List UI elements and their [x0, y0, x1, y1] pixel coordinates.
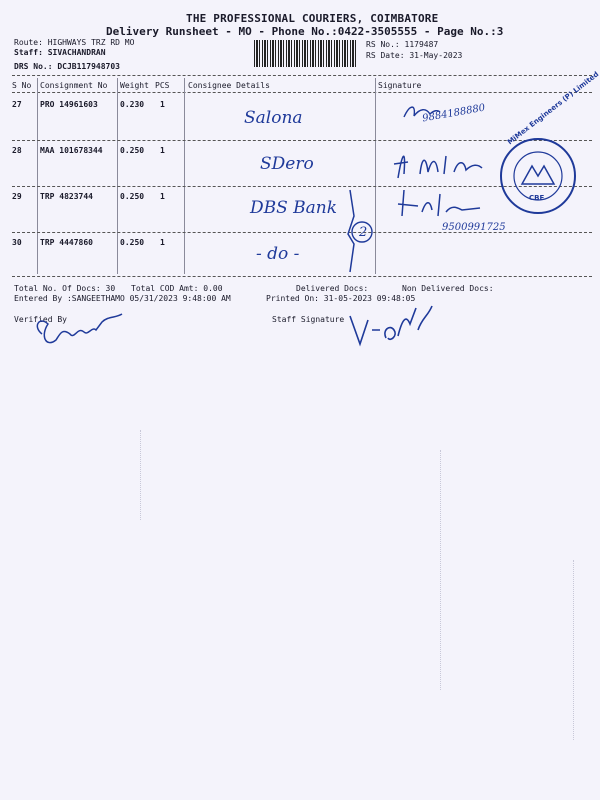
table-top-rule: [12, 75, 592, 76]
total-docs: Total No. Of Docs: 30: [14, 284, 116, 293]
printed-on: Printed On: 31-05-2023 09:48:05: [266, 294, 416, 303]
row-consignment: MAA 101678344: [40, 146, 103, 155]
row-sno: 27: [12, 100, 22, 109]
handwritten-consignee: Salona: [244, 108, 303, 128]
row-consignment: TRP 4447860: [40, 238, 93, 247]
verified-signature: [30, 304, 140, 354]
handwritten-consignee: SDero: [260, 154, 314, 174]
scan-artifact: [573, 560, 574, 740]
col-header-signature: Signature: [378, 81, 422, 90]
col-separator: [375, 78, 376, 274]
header-bottom-rule: [12, 92, 592, 93]
stamp-city: CBE: [529, 194, 545, 202]
handwritten-phone: 9500991725: [442, 222, 506, 233]
col-separator: [117, 78, 118, 274]
col-header-consignment: Consignment No: [40, 81, 108, 90]
handwritten-consignee: DBS Bank: [250, 198, 338, 218]
staff-signature-label: Staff Signature: [272, 315, 345, 324]
row-pcs: 1: [160, 192, 165, 201]
row-weight: 0.250: [120, 146, 145, 155]
verified-by-label: Verified By: [14, 315, 67, 324]
staff-signature: [346, 300, 436, 350]
total-cod: Total COD Amt: 0.00: [131, 284, 223, 293]
row-weight: 0.230: [120, 100, 145, 109]
table-bottom-rule: [12, 276, 592, 277]
rs-date: RS Date: 31-May-2023: [366, 51, 463, 60]
col-header-sno: S No: [12, 81, 32, 90]
runsheet-subtitle: Delivery Runsheet - MO - Phone No.:0422-3505555 - Page No.:3: [106, 25, 504, 38]
non-delivered-docs: Non Delivered Docs:: [402, 284, 494, 293]
row-weight: 0.250: [120, 192, 145, 201]
row-pcs: 1: [160, 146, 165, 155]
circled-count: 2: [359, 225, 368, 240]
row-sno: 30: [12, 238, 22, 247]
stamp-text: MiMex Engineers (P) Limited: [506, 70, 600, 147]
row-consignment: TRP 4823744: [40, 192, 93, 201]
col-header-consignee: Consignee Details: [188, 81, 270, 90]
rs-number: RS No.: 1179487: [366, 40, 439, 49]
col-header-pcs: PCS: [155, 81, 170, 90]
row-pcs: 1: [160, 238, 165, 247]
row-weight: 0.250: [120, 238, 145, 247]
row-sno: 28: [12, 146, 22, 155]
drs-number: DRS No.: DCJB117948703: [14, 62, 120, 71]
handwritten-phone: 9884188880: [421, 102, 487, 125]
company-title: THE PROFESSIONAL COURIERS, COIMBATORE: [186, 12, 439, 25]
handwritten-consignee: - do -: [256, 244, 300, 264]
scan-artifact: [440, 450, 441, 690]
row-rule: [12, 232, 592, 233]
row-pcs: 1: [160, 100, 165, 109]
signature-scribble: [392, 144, 502, 184]
row-sno: 29: [12, 192, 22, 201]
scan-artifact: [140, 430, 141, 520]
col-separator: [184, 78, 185, 274]
col-separator: [37, 78, 38, 274]
entered-by: Entered By :SANGEETHAMO 05/31/2023 9:48:00 AM: [14, 294, 231, 303]
staff-label: Staff: SIVACHANDRAN: [14, 48, 106, 57]
route-label: Route: HIGHWAYS TRZ RD MO: [14, 38, 135, 47]
signature-scribble: [396, 186, 486, 222]
col-header-weight: Weight: [120, 81, 149, 90]
barcode: [254, 40, 358, 67]
company-stamp: [498, 136, 578, 216]
delivered-docs: Delivered Docs:: [296, 284, 369, 293]
signature-scribble: [402, 102, 442, 122]
row-consignment: PRO 14961603: [40, 100, 98, 109]
